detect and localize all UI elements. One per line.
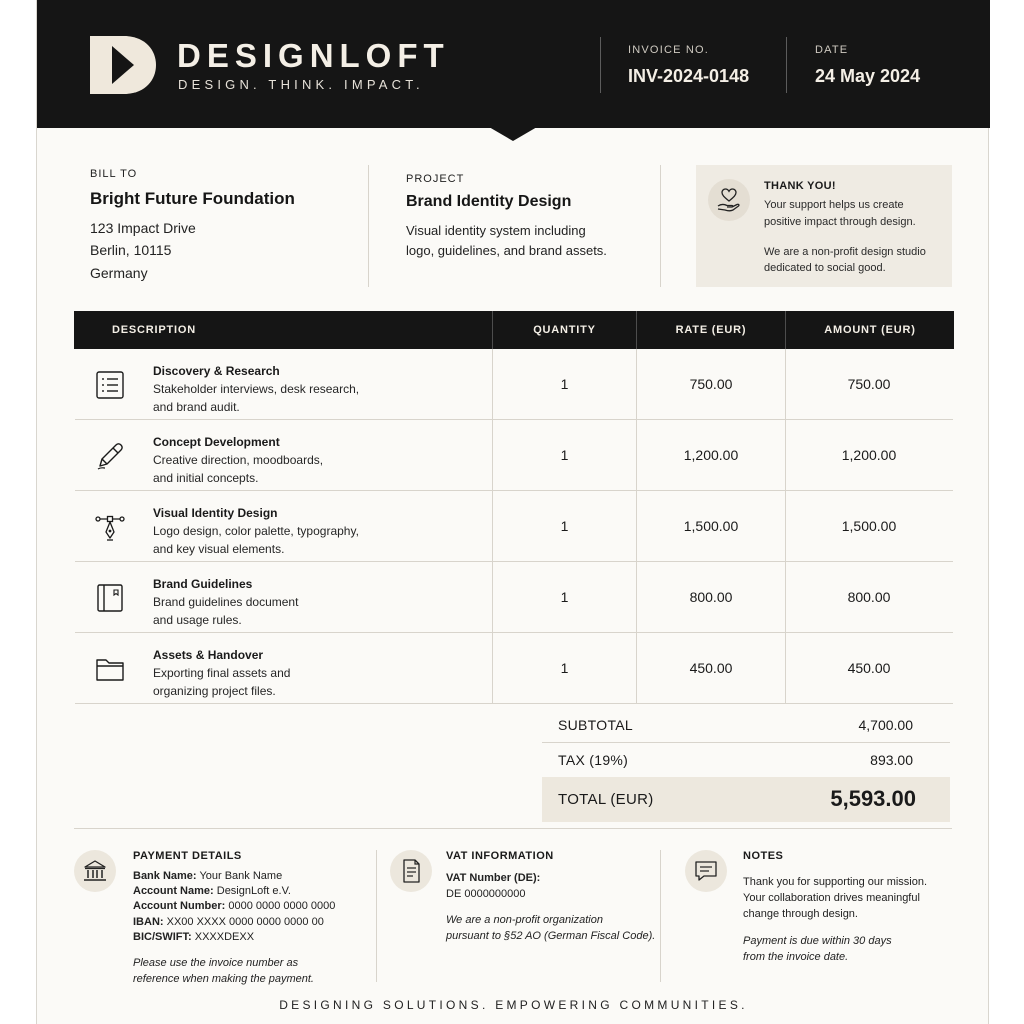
notes-title: NOTES [743, 850, 784, 862]
payment-note: reference when making the payment. [133, 973, 314, 985]
bill-to-label: BILL TO [90, 168, 138, 180]
item-amount: 1,500.00 [841, 518, 897, 534]
item-amount: 1,200.00 [841, 447, 897, 463]
vat-number-label: VAT Number (DE): [446, 872, 541, 884]
thank-you-line: We are a non-profit design studio [764, 246, 926, 258]
book-icon [95, 583, 125, 613]
footer-slogan: DESIGNING SOLUTIONS. EMPOWERING COMMUNITIES. [279, 998, 748, 1012]
thank-you-line: Your support helps us create [764, 199, 904, 211]
account-number-label: Account Number: [133, 900, 226, 912]
payment-note: Please use the invoice number as [133, 957, 299, 969]
thank-you-line: positive impact through design. [764, 216, 916, 228]
invoice-header [37, 0, 990, 128]
invoice-page [36, 0, 989, 1024]
totals-divider [542, 742, 950, 743]
table-row [75, 491, 953, 562]
item-amount: 450.00 [847, 660, 891, 676]
account-name-label: Account Name: [133, 885, 214, 897]
document-icon [390, 850, 432, 892]
payment-details-title: PAYMENT DETAILS [133, 850, 242, 862]
account-number: 0000 0000 0000 0000 [228, 900, 336, 912]
bank-name: Your Bank Name [199, 870, 283, 882]
item-quantity: 1 [560, 376, 569, 392]
total-box [542, 777, 950, 822]
thank-you-box [696, 165, 952, 287]
brand-tagline: DESIGN. THINK. IMPACT. [178, 77, 424, 92]
item-description: and brand audit. [153, 400, 240, 414]
item-description: and initial concepts. [153, 471, 259, 485]
item-rate: 1,500.00 [683, 518, 739, 534]
bank-name-line [133, 870, 282, 882]
footer-divider [74, 828, 952, 829]
notes-line: Your collaboration drives meaningful [743, 892, 920, 904]
item-title: Assets & Handover [153, 648, 264, 662]
brand-name: DESIGNLOFT [177, 37, 450, 74]
subtotal-label: SUBTOTAL [558, 717, 634, 733]
chat-icon [685, 850, 727, 892]
tax-value: 893.00 [870, 752, 913, 768]
payment-due-note: Payment is due within 30 days [743, 935, 892, 947]
pen-tool-icon [95, 512, 125, 542]
item-title: Concept Development [153, 435, 280, 449]
item-quantity: 1 [560, 589, 569, 605]
footer-separator [376, 850, 377, 982]
bank-icon [74, 850, 116, 892]
item-description: Logo design, color palette, typography, [153, 524, 359, 538]
notes-line: change through design. [743, 908, 858, 920]
account-name: DesignLoft e.V. [216, 885, 291, 897]
vat-number: DE 0000000000 [446, 888, 526, 900]
column-header-description: DESCRIPTION [112, 324, 196, 336]
table-header [74, 311, 954, 349]
payment-due-note: from the invoice date. [743, 951, 849, 963]
item-rate: 1,200.00 [683, 447, 739, 463]
column-header-rate: RATE (EUR) [675, 324, 747, 336]
invoice-number-label: INVOICE NO. [628, 44, 710, 56]
column-header-quantity: QUANTITY [533, 324, 596, 336]
bill-to-name: Bright Future Foundation [90, 189, 295, 208]
thank-you-title: THANK YOU! [764, 180, 836, 192]
pencil-icon [95, 441, 125, 471]
item-title: Brand Guidelines [153, 577, 253, 591]
item-description: Exporting final assets and [153, 666, 291, 680]
item-rate: 750.00 [689, 376, 733, 392]
folder-icon [95, 654, 125, 684]
item-quantity: 1 [560, 447, 569, 463]
notes-line: Thank you for supporting our mission. [743, 876, 928, 888]
bill-to-address-line: Germany [90, 265, 148, 281]
project-description-line: Visual identity system including [406, 223, 586, 238]
invoice-number: INV-2024-0148 [628, 66, 750, 86]
invoice-date-label: DATE [815, 44, 849, 56]
item-quantity: 1 [560, 518, 569, 534]
heart-hand-icon [708, 179, 750, 221]
project-label: PROJECT [406, 173, 465, 185]
column-header-amount: AMOUNT (EUR) [824, 324, 916, 336]
header-notch [489, 127, 537, 141]
header-divider [786, 37, 787, 93]
info-divider [368, 165, 369, 287]
item-title: Discovery & Research [153, 364, 280, 378]
iban-line [133, 916, 324, 928]
item-rate: 800.00 [689, 589, 733, 605]
item-title: Visual Identity Design [153, 506, 278, 520]
table-row [75, 420, 953, 491]
thank-you-line: dedicated to social good. [764, 262, 886, 274]
account-number-line [133, 900, 335, 912]
bank-name-label: Bank Name: [133, 870, 197, 882]
item-rate: 450.00 [689, 660, 733, 676]
bill-to-address-line: Berlin, 10115 [90, 242, 172, 258]
table-row [75, 633, 953, 704]
total-label: TOTAL (EUR) [558, 791, 654, 808]
header-divider [600, 37, 601, 93]
bill-to-address-line: 123 Impact Drive [90, 220, 196, 236]
bic-line [133, 931, 254, 943]
bic: XXXXDEXX [194, 931, 255, 943]
vat-note: pursuant to §52 AO (German Fiscal Code). [446, 930, 656, 942]
total-value: 5,593.00 [830, 786, 916, 811]
item-description: Brand guidelines document [153, 595, 299, 609]
vat-note: We are a non-profit organization [446, 914, 603, 926]
bic-label: BIC/SWIFT: [133, 931, 192, 943]
project-title: Brand Identity Design [406, 193, 572, 210]
table-row [75, 349, 953, 420]
item-quantity: 1 [560, 660, 569, 676]
item-description: organizing project files. [153, 684, 276, 698]
item-description: and key visual elements. [153, 542, 285, 556]
item-amount: 800.00 [847, 589, 891, 605]
table-row [75, 562, 953, 633]
info-divider [660, 165, 661, 287]
project-description-line: logo, guidelines, and brand assets. [406, 243, 607, 258]
checklist-icon [95, 370, 125, 400]
invoice-date: 24 May 2024 [815, 66, 921, 86]
item-description: and usage rules. [153, 613, 242, 627]
designloft-logo-icon [90, 36, 156, 94]
vat-information-title: VAT INFORMATION [446, 850, 554, 862]
tax-label: TAX (19%) [558, 752, 629, 768]
account-name-line [133, 885, 291, 897]
item-description: Creative direction, moodboards, [153, 453, 324, 467]
item-description: Stakeholder interviews, desk research, [153, 382, 360, 396]
subtotal-value: 4,700.00 [858, 717, 913, 733]
footer-separator [660, 850, 661, 982]
item-amount: 750.00 [847, 376, 891, 392]
iban: XX00 XXXX 0000 0000 0000 00 [166, 916, 324, 928]
iban-label: IBAN: [133, 916, 164, 928]
